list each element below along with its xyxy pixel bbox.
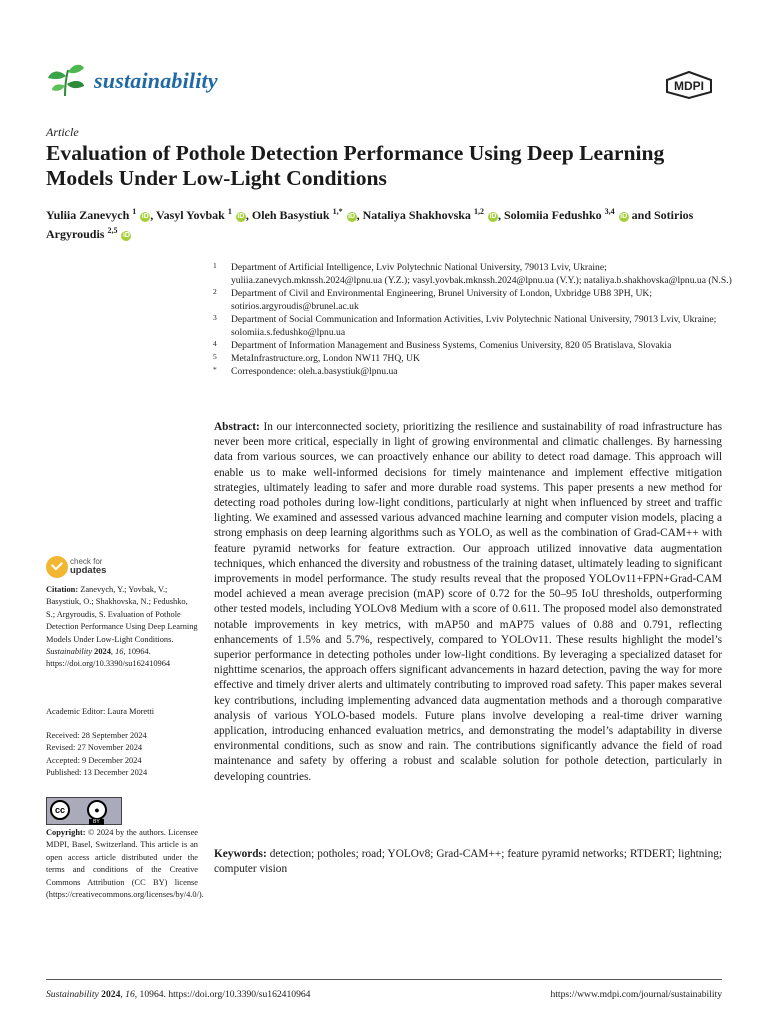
check-line1: check for (70, 557, 103, 566)
affiliation-text: Department of Artificial Intelligence, Lviv Polytechnic National University, 79013 Lviv, Ukraine; yuliia.zanevych.mknssh.2024@lpnu.ua (Y.Z.); vasyl.yovbak.mknssh.2024@lpnu.ua (V.Y.); nataliya.b.shakhovska@lpnu.ua (N.S.) (231, 262, 732, 286)
cc-icon: cc (50, 800, 70, 820)
dates-block (46, 730, 198, 780)
author-affiliation-marker: 2,5 (107, 226, 118, 235)
footer-citation: Sustainability 2024, 16, 10964. https://doi.org/10.3390/su162410964 (46, 989, 311, 1000)
citation-label: Citation: (46, 585, 79, 594)
by-label: BY (89, 819, 104, 825)
orcid-icon[interactable]: iD (237, 213, 245, 220)
affiliation-item (213, 261, 733, 287)
orcid-icon[interactable]: iD (489, 213, 497, 220)
orcid-icon[interactable]: iD (348, 213, 356, 220)
affiliation-text: MetaInfrastructure.org, London NW11 7HQ, UK (231, 353, 420, 364)
copyright-block (46, 827, 204, 901)
article-type: Article (46, 125, 79, 139)
paper-title: Evaluation of Pothole Detection Performance Using Deep Learning Models Under Low-Light Conditions (46, 141, 665, 190)
abstract (214, 420, 722, 785)
orcid-icon[interactable]: iD (141, 213, 149, 220)
footer-year: 2024 (101, 989, 121, 1000)
affiliation-text: Department of Information Management and Business Systems, Comenius University, 820 05 Bratislava, Slovakia (231, 340, 672, 351)
citation-volume: 16 (115, 647, 124, 657)
affiliation-text: Correspondence: oleh.a.basystiuk@lpnu.ua (231, 366, 398, 377)
keywords-label: Keywords: (214, 848, 267, 860)
revised-date: Revised: 27 November 2024 (46, 743, 143, 753)
citation-text: Zanevych, Y.; Yovbak, V.; Basystiuk, O.; Shakhovska, N.; Fedushko, S.; Argyroudis, S. Evaluation of Pothole Detection Performance Using Deep Learning Models Under Low-Light Conditions. (46, 585, 198, 644)
author-list: Yuliia Zanevych $^1$ iD , Vasyl Yovbak $^1$ iD , Oleh Basystiuk $^{1,*}$ iD , Nataliya Shakhovska $^{1,2}$ iD , Solomiia Fedushko $^{3,4}$ iD and Sotirios Argyroudis $^{2,5}$ iD (46, 207, 694, 241)
affiliation-number: 1 (213, 261, 217, 270)
author-name[interactable]: Sotirios Argyroudis (46, 208, 694, 241)
journal-name: sustainability (94, 68, 218, 93)
affiliation-item (213, 365, 733, 378)
affiliation-number: 3 (213, 313, 217, 322)
footer-journal: Sustainability (46, 989, 99, 1000)
citation-rest[interactable]: , 10964. https://doi.org/10.3390/su162410964 (46, 647, 171, 669)
affiliation-item (213, 313, 733, 339)
check-for-updates-badge[interactable] (46, 556, 126, 582)
received-date: Received: 28 September 2024 (46, 731, 147, 740)
affiliation-number: 2 (213, 287, 217, 296)
affiliation-number: 5 (213, 352, 217, 361)
author-affiliation-marker: 1,* (332, 207, 343, 216)
author-name[interactable]: Vasyl Yovbak (156, 208, 225, 222)
author-name[interactable]: Nataliya Shakhovska (362, 208, 471, 222)
cc-by-license-badge[interactable] (46, 797, 122, 825)
affiliations (213, 261, 733, 378)
author-name[interactable]: Oleh Basystiuk (251, 208, 330, 222)
author-affiliation-marker: 1,2 (473, 207, 484, 216)
affiliation-number: * (213, 365, 217, 374)
affiliation-item (213, 287, 733, 313)
affiliation-number: 4 (213, 339, 217, 348)
check-line2: updates (70, 565, 107, 576)
abstract-label: Abstract: (214, 421, 260, 433)
footer-volume: 16 (125, 989, 135, 1000)
copyright-text: © 2024 by the authors. Licensee MDPI, Basel, Switzerland. This article is an open access article distributed under the terms and conditions of the Creative Commons Attribution (CC BY) license (https://creativecommons.org/licenses/by/4.0/). (46, 828, 204, 900)
citation-year: 2024 (94, 647, 111, 657)
person-icon: ● (87, 800, 107, 820)
citation-journal: Sustainability (46, 647, 93, 657)
author-affiliation-marker: 1 (132, 207, 137, 216)
citation-block: Citation: Zanevych, Y.; Yovbak, V.; Basystiuk, O.; Shakhovska, N.; Fedushko, S.; Argyroudis, S. Evaluation of Pothole Detection Performance Using Deep Learning Models Under Low-Light Conditions. Sustainability 2024, 16, 10964. https://doi.org/10.3390/su162410964 (46, 585, 198, 669)
mdpi-logo-text: MDPI (674, 79, 704, 93)
footer-divider (46, 979, 722, 980)
journal-logo (46, 62, 86, 98)
abstract-text: In our interconnected society, prioritizing the resilience and sustainability of road infrastructure has never been more critical, especially in light of growing environmental and climatic challenges. By harnessing data from various sources, we can proactively enhance our ability to detect road damage. This approach will enable us to make well-informed decisions for timely maintenance and implement effective mitigation strategies, ultimately leading to safer and more durable road systems. This paper presents a new method for detecting road potholes during low-light conditions, particularly at night when influenced by street and traffic lighting. We examined and assessed various advanced machine learning and computer vision models, placing a strong emphasis on deep learning algorithms such as YOLO, as well as the combination of Grad-CAM++ with feature pyramid networks for feature extraction. Our approach utilized innovative data augmentation techniques, which enhanced the diversity and robustness of the training dataset, ultimately leading to significant improvements in model performance. The study results reveal that the proposed YOLOv11+FPN+Grad-CAM model achieved a mean average precision (mAP) score of 0.72 for the 50–95 IoU thresholds, outperforming other tested models, including YOLOv8 Medium with a score of 0.611. The proposed model also demonstrated notable improvements in key metrics, with mAP50 and mAP75 values of 0.88 and 0.791, reflecting enhancements of 1.5% and 5.7%, respectively, compared to YOLOv11. These results highlight the model’s superior performance in detecting potholes under low-light conditions. By leveraging a specialized dataset for nighttime scenarios, the approach offers significant advancements in hazard detection, paving the way for more effective and timely driver alerts and ultimately contributing to improved road safety. This paper makes several key contributions, including implementing advanced data augmentation methods and a thorough comparative analysis of various YOLO-based models. Future plans involve developing a real-time driver warning application, introducing enhanced evaluation metrics, and demonstrating the model’s adaptability in diverse environmental conditions, such as snow and rain. The contributions significantly advance the field of road maintenance and safety by offering a robust and scalable solution for pothole detection, particularly in developing countries. (214, 421, 722, 783)
affiliation-text: Department of Social Communication and Information Activities, Lviv Polytechnic National University, 79013 Lviv, Ukraine; solomiia.s.fedushko@lpnu.ua (231, 314, 717, 338)
orcid-icon[interactable]: iD (620, 213, 628, 220)
academic-editor: Academic Editor: Laura Moretti (46, 707, 155, 716)
accepted-date: Accepted: 9 December 2024 (46, 755, 142, 765)
author-affiliation-marker: 3,4 (604, 207, 615, 216)
author-name[interactable]: Solomiia Fedushko (503, 208, 602, 222)
affiliation-item (213, 352, 733, 365)
keywords (214, 847, 722, 877)
orcid-icon[interactable]: iD (122, 232, 130, 239)
author-name[interactable]: Yuliia Zanevych (46, 208, 130, 222)
copyright-label: Copyright: (46, 828, 86, 837)
journal-url-link[interactable]: https://www.mdpi.com/journal/sustainability (550, 989, 722, 1000)
affiliation-item (213, 339, 733, 352)
checkmark-icon (46, 556, 68, 578)
footer-doi[interactable]: , 10964. https://doi.org/10.3390/su162410964 (134, 989, 311, 1000)
published-date: Published: 13 December 2024 (46, 768, 148, 778)
keywords-text: detection; potholes; road; YOLOv8; Grad-CAM++; feature pyramid networks; RTDERT; lightning; computer vision (214, 848, 723, 876)
affiliation-text: Department of Civil and Environmental Engineering, Brunel University of London, Uxbridge UB8 3PH, UK; sotirios.argyroudis@brunel.ac.uk (231, 288, 652, 312)
mdpi-logo (663, 70, 715, 100)
author-affiliation-marker: 1 (227, 207, 232, 216)
